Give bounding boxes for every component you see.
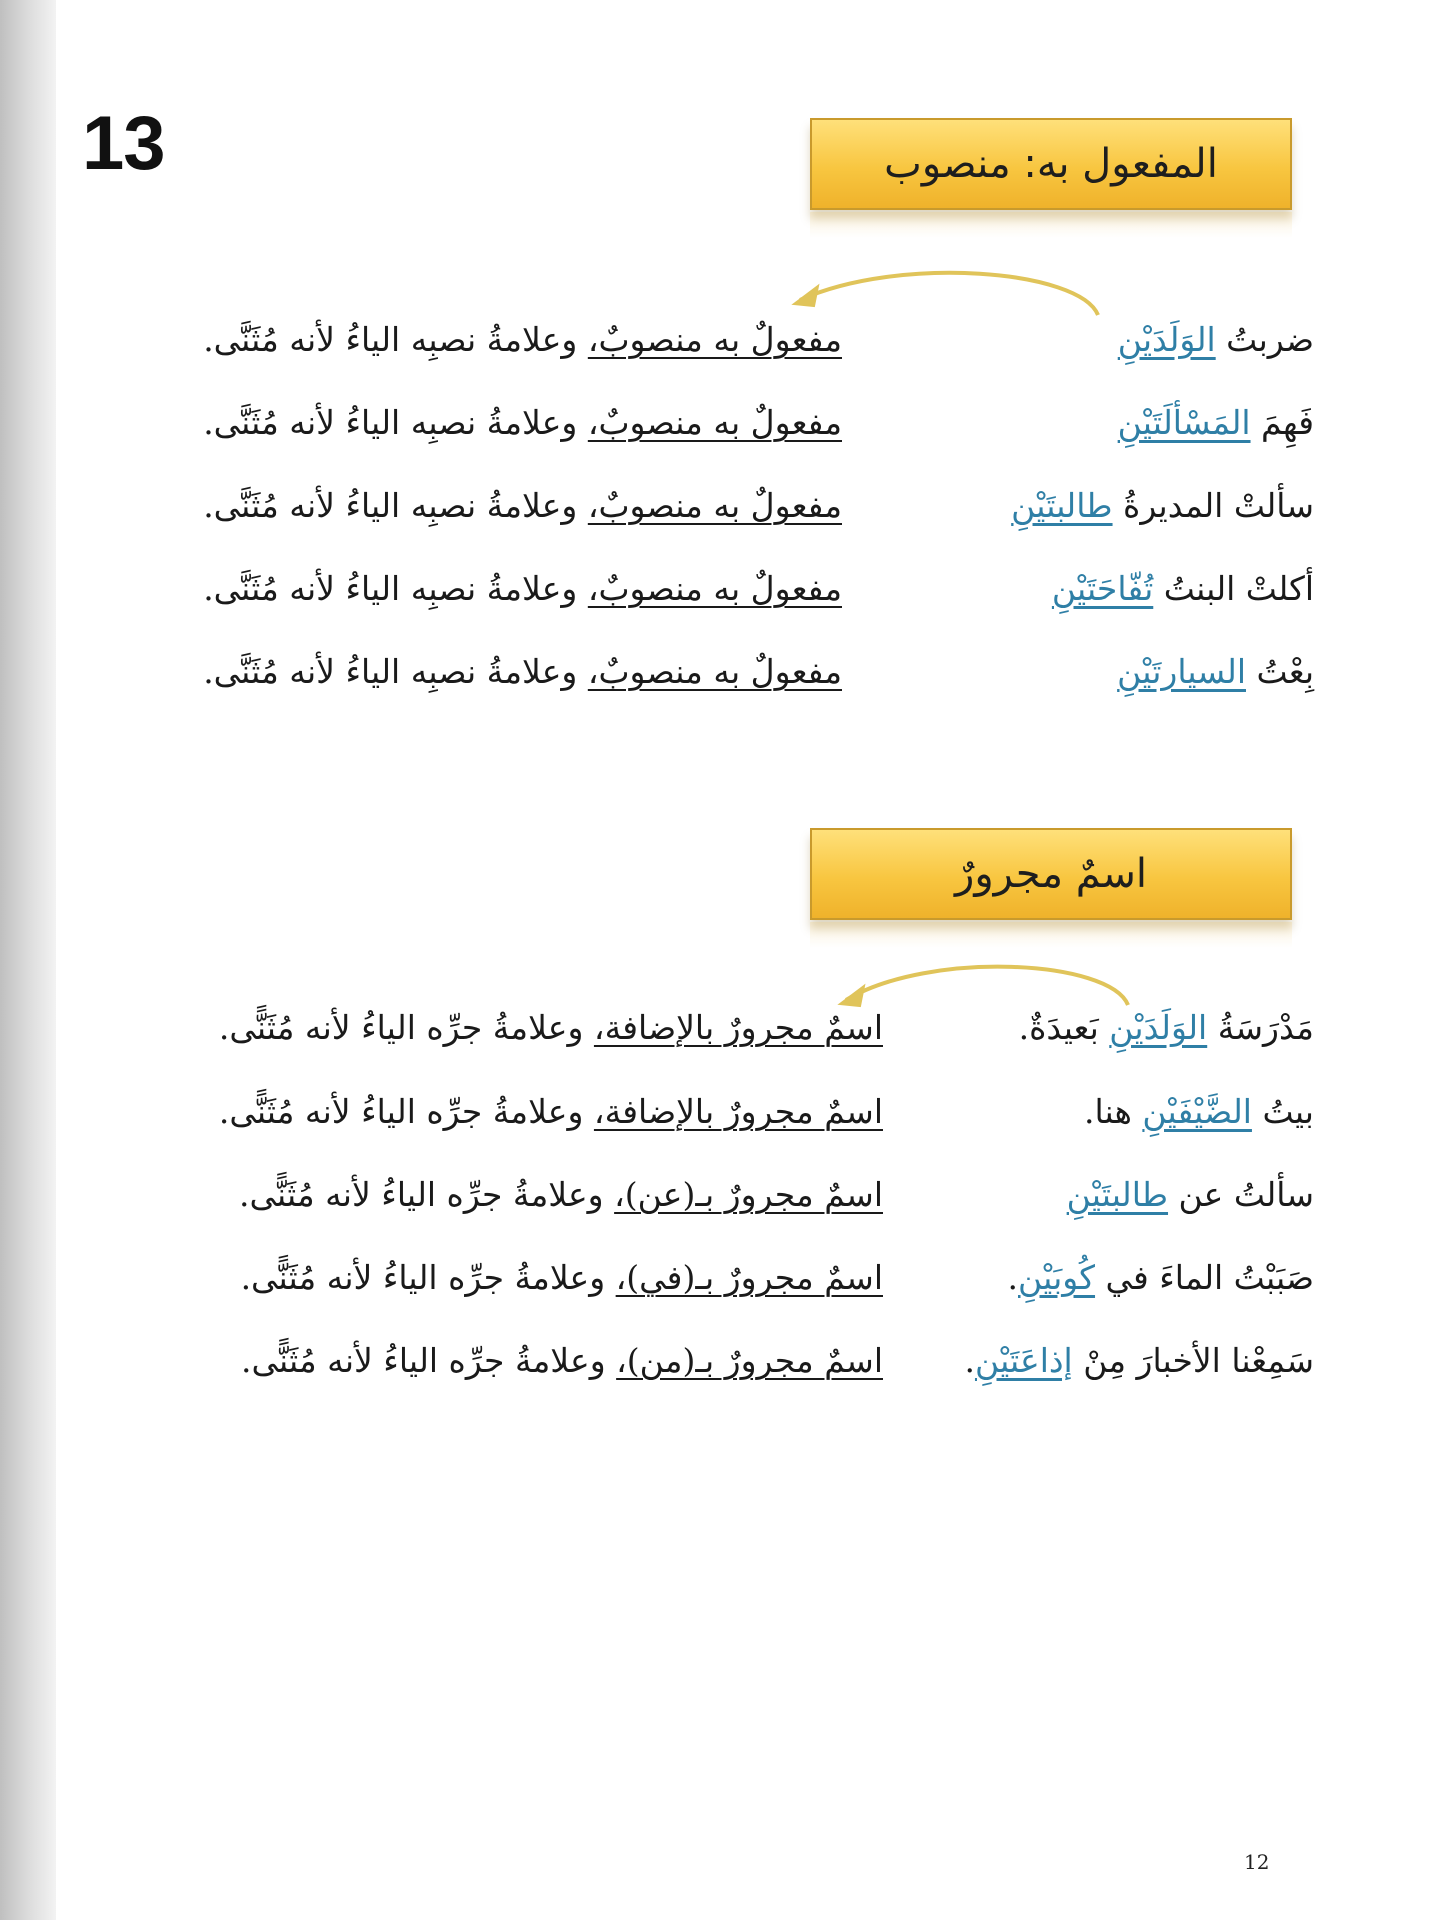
parsing-explanation: وعلامةُ نصبِه الياءُ لأنه مُثَنَّى. (203, 569, 588, 608)
parsing-explanation: وعلامةُ نصبِه الياءُ لأنه مُثَنَّى. (203, 320, 588, 359)
parsing-label: مفعولٌ به منصوبٌ، (587, 486, 842, 525)
parsing-explanation: وعلامةُ نصبِه الياءُ لأنه مُثَنَّى. (203, 486, 588, 525)
parsing-note (203, 310, 842, 370)
dual-word-highlight: الضَّيْفَيْنِ (1142, 1092, 1252, 1131)
lesson-number: 13 (82, 101, 165, 186)
dual-word-highlight: إذاعَتَيْنِ (974, 1341, 1073, 1380)
parsing-note (239, 1165, 883, 1225)
sentence-text: مَدْرَسَةُ (1207, 1008, 1314, 1047)
parsing-explanation: وعلامةُ جرِّه الياءُ لأنه مُثَنًّى. (218, 1008, 594, 1047)
parsing-note (219, 1082, 883, 1142)
arrow-head-icon (794, 286, 818, 306)
example-sentence (1052, 559, 1314, 619)
sentence-text: . (964, 1341, 975, 1380)
dual-word-highlight: المَسْألَتَيْنِ (1117, 403, 1251, 442)
parsing-label: اسمٌ مجرورٌ بـ(عن)، (614, 1175, 883, 1214)
parsing-label: مفعولٌ به منصوبٌ، (587, 403, 842, 442)
sentence-text: ضربتُ (1215, 320, 1314, 359)
parsing-note (203, 559, 842, 619)
dual-word-highlight: الوَلَدَيْنِ (1117, 320, 1216, 359)
example-sentence (1118, 310, 1314, 370)
example-sentence (1011, 476, 1314, 536)
dual-word-highlight: طالبتَيْنِ (1066, 1175, 1169, 1214)
parsing-explanation: وعلامةُ نصبِه الياءُ لأنه مُثَنَّى. (203, 652, 588, 691)
parsing-note (203, 476, 842, 536)
parsing-explanation: وعلامةُ نصبِه الياءُ لأنه مُثَنَّى. (203, 403, 588, 442)
arrow-curve-icon (800, 273, 1098, 315)
page-edge-shadow (0, 0, 56, 1920)
sentence-text: بَعيدَةٌ. (1018, 1008, 1110, 1047)
dual-word-highlight: طالبتَيْنِ (1011, 486, 1113, 525)
section-title-text: اسمٌ مجرورٌ (955, 851, 1147, 897)
parsing-note (203, 393, 842, 453)
sentence-text: فَهِمَ (1250, 403, 1314, 442)
parsing-note (241, 1331, 883, 1391)
sentence-text: سألتْ المديرةُ (1112, 486, 1314, 525)
parsing-explanation: وعلامةُ جرِّه الياءُ لأنه مُثَنًّى. (239, 1175, 615, 1214)
dual-word-highlight: السيارتَيْنِ (1117, 652, 1246, 691)
dual-word-highlight: الوَلَدَيْنِ (1109, 1008, 1208, 1047)
parsing-note (241, 1248, 883, 1308)
example-sentence (964, 1331, 1314, 1391)
section-title-object (810, 118, 1292, 210)
section-title-text: المفعول به: منصوب (884, 141, 1218, 187)
example-sentence (1008, 1248, 1315, 1308)
parsing-label: مفعولٌ به منصوبٌ، (587, 652, 842, 691)
sentence-text: هنا. (1083, 1092, 1143, 1131)
page-number: 12 (1244, 1850, 1270, 1874)
example-sentence (1117, 642, 1314, 702)
parsing-label: مفعولٌ به منصوبٌ، (587, 320, 842, 359)
sentence-text: سَمِعْنا الأخبارَ مِنْ (1072, 1341, 1314, 1380)
parsing-label: مفعولٌ به منصوبٌ، (587, 569, 842, 608)
section-title-genitive (810, 828, 1292, 920)
dual-word-highlight: كُوبَيْنِ (1018, 1258, 1096, 1297)
sentence-text: بيتُ (1251, 1092, 1314, 1131)
parsing-label: اسمٌ مجرورٌ بـ(من)، (616, 1341, 883, 1380)
title-reflection (810, 922, 1292, 948)
parsing-label: اسمٌ مجرورٌ بالإضافة، (593, 1008, 883, 1047)
example-sentence (1084, 1082, 1314, 1142)
sentence-text: صَبَبْتُ الماءَ في (1095, 1258, 1314, 1297)
parsing-explanation: وعلامةُ جرِّه الياءُ لأنه مُثَنًّى. (218, 1092, 594, 1131)
sentence-text: . (1007, 1258, 1018, 1297)
dual-word-highlight: تُفّاحَتَيْنِ (1051, 569, 1154, 608)
sentence-text: بِعْتُ (1246, 652, 1314, 691)
sentence-text: أكلتْ البنتُ (1153, 569, 1314, 608)
parsing-note (203, 642, 842, 702)
example-sentence (1118, 393, 1314, 453)
parsing-explanation: وعلامةُ جرِّه الياءُ لأنه مُثَنًّى. (240, 1258, 616, 1297)
title-reflection (810, 212, 1292, 238)
parsing-explanation: وعلامةُ جرِّه الياءُ لأنه مُثَنًّى. (241, 1341, 617, 1380)
parsing-note (219, 998, 883, 1058)
sentence-text: سألتُ عن (1168, 1175, 1314, 1214)
example-sentence (1019, 998, 1314, 1058)
parsing-label: اسمٌ مجرورٌ بـ(في)، (615, 1258, 883, 1297)
example-sentence (1067, 1165, 1314, 1225)
parsing-label: اسمٌ مجرورٌ بالإضافة، (593, 1092, 883, 1131)
